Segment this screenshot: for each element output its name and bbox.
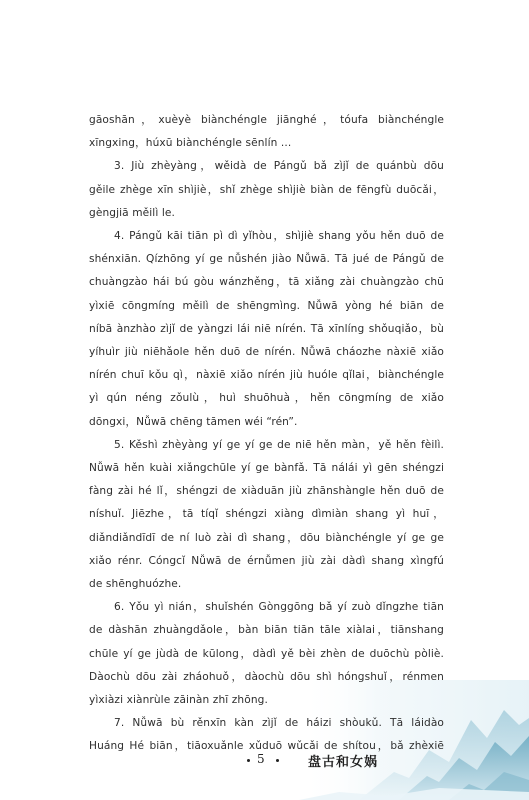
- body-text: [89, 109, 444, 759]
- text-line: Nǚwā hěn kuài xiǎngchūle yí ge bànfǎ. Tā nálái yì gēn shéngzi: [89, 462, 444, 475]
- text-line: 4. Pángǔ kāi tiān pì dì yǐhòu，shìjiè shang yǒu hěn duō de: [114, 230, 444, 243]
- text-line: yìxiàzi xiànrùle zāinàn zhī zhōng.: [89, 694, 268, 707]
- text-line: 3. Jiù zhèyàng，wěidà de Pángǔ bǎ zìjǐ de quánbù dōu: [114, 160, 444, 173]
- text-line: níbā ànzhào zìjǐ de yàngzi lái niē nírén. Tā xīnlíng shǒuqiǎo，bù: [89, 322, 444, 335]
- book-title: 盘古和女娲: [308, 755, 379, 770]
- text-line: gāoshān，xuèyè biànchéngle jiānghé，tóufa biànchéngle: [89, 114, 444, 126]
- text-line: yíhuìr jiù niēhǎole hěn duō de nírén. Nǚwā cháozhe nàxiē xiǎo: [89, 346, 444, 359]
- text-line: níshuǐ. Jiēzhe，tā tíqǐ shéngzi xiàng dìmiàn shang yì huī，: [89, 508, 444, 521]
- text-line: gěile zhège xīn shìjiè，shǐ zhège shìjiè biàn de fēngfù duōcǎi，: [89, 183, 444, 196]
- text-line: chūle yí ge jùdà de kūlong，dàdì yě bèi zhèn de duōchù pòliè.: [89, 647, 444, 660]
- text-line: yì qún néng zǒulù，huì shuōhuà，hěn cōngmíng de xiǎo: [89, 392, 444, 405]
- text-line: xiǎo rénr. Cóngcǐ Nǚwā de érnǚmen jiù zài dàdì shang xìngfú: [89, 554, 444, 567]
- text-line: dōngxi，Nǚwā chēng tāmen wéi “rén”.: [89, 415, 298, 428]
- text-line: de shēnghuózhe.: [89, 578, 182, 591]
- text-line: nírén chuī kǒu qì，nàxiē xiǎo nírén jiù huóle qǐlai，biànchéngle: [89, 369, 444, 382]
- text-line: Dàochù dōu zài zháohuǒ，dàochù dōu shì hóngshuǐ，rénmen: [89, 670, 444, 683]
- text-line: Huáng Hé biān，tiāoxuǎnle xǔduō wǔcǎi de shítou，bǎ zhèxiē: [89, 740, 444, 753]
- text-line: 5. Kěshì zhèyàng yí ge yí ge de niē hěn màn，yě hěn fèilì.: [114, 438, 444, 451]
- text-line: gèngjiā měilì le.: [89, 206, 175, 219]
- footer-dot-left: [247, 759, 250, 762]
- footer-dot-right: [276, 759, 279, 762]
- paragraph-block: [89, 109, 444, 759]
- text-line: xīngxing，húxū biànchéngle sēnlín ...: [89, 137, 292, 150]
- text-line: de dàshān zhuàngdǎole，bàn biān tiān tāle xiàlai，tiānshang: [89, 624, 444, 637]
- text-line: fàng zài hé lǐ，shéngzi de xiàduān jiù zhānshàngle hěn duō de: [89, 485, 444, 498]
- page-number: 5: [257, 752, 265, 766]
- text-line: 7. Nǚwā bù rěnxīn kàn zìjǐ de háizi shòukǔ. Tā láidào: [114, 717, 444, 730]
- page-footer: [0, 752, 529, 772]
- text-line: shénxiān. Qízhōng yí ge nǚshén jiào Nǚwā. Tā jué de Pángǔ de: [89, 253, 444, 266]
- text-line: yìxiē cōngmíng měilì de shēngmìng. Nǚwā yòng hé biān de: [89, 299, 444, 312]
- text-line: diǎndiǎndīdī de ní luò zài dì shang，dōu biànchéngle yí ge ge: [89, 531, 444, 544]
- text-line: chuàngzào hái bú gòu wánzhěng，tā xiǎng zài chuàngzào chū: [89, 276, 444, 289]
- text-line: 6. Yǒu yì nián，shuǐshén Gònggōng bǎ yí zuò dǐngzhe tiān: [114, 601, 444, 614]
